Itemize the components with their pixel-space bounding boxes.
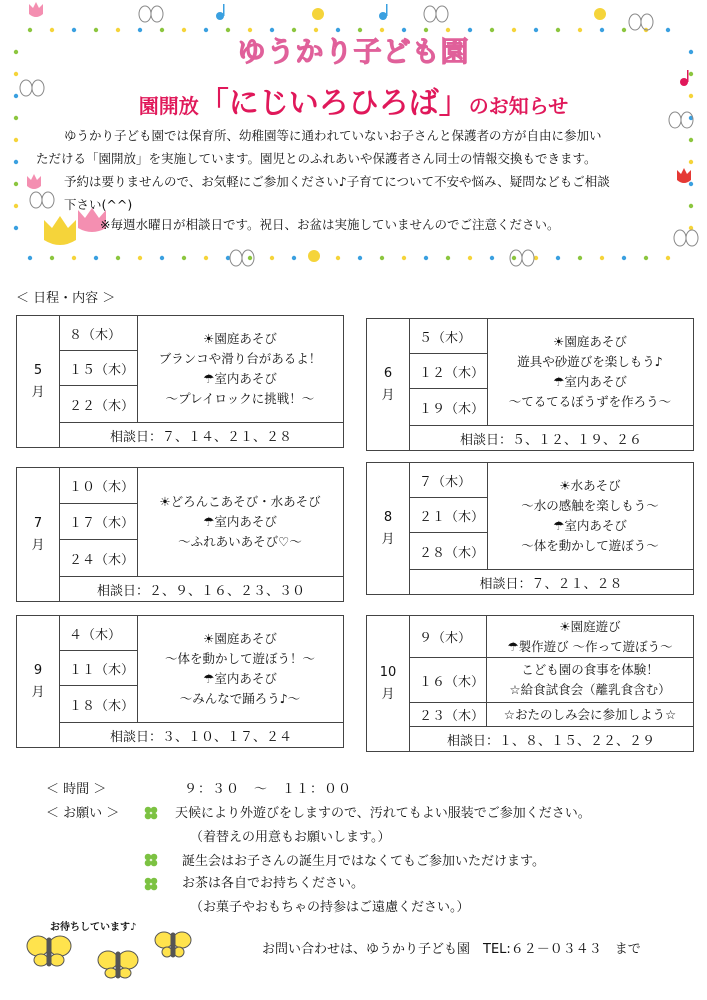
tulip-icon	[677, 168, 691, 183]
date-cell: ７（木）	[409, 463, 487, 498]
border-dot	[138, 256, 142, 260]
border-dot	[336, 256, 340, 260]
month-number	[380, 662, 397, 684]
border-dot	[468, 256, 472, 260]
border-dot	[94, 256, 98, 260]
schedule-row	[409, 616, 693, 658]
border-dot	[380, 256, 384, 260]
activity-content	[487, 319, 693, 425]
schedule-may	[16, 315, 344, 448]
schedule-label: ＜ 日程・内容 ＞	[16, 291, 116, 306]
tulip-icon	[29, 2, 43, 17]
activity-content	[137, 616, 343, 722]
activity-line: ☀園庭あそび	[203, 631, 277, 646]
border-dot	[116, 256, 120, 260]
tulip-icon	[44, 216, 76, 245]
border-dot	[446, 256, 450, 260]
border-dot	[182, 256, 186, 260]
month-digit: 1	[379, 664, 388, 680]
border-dot	[689, 182, 693, 186]
border-dot	[689, 72, 693, 76]
border-dot	[512, 256, 516, 260]
request-item: （お菓子やおもちゃの持参はご遠慮ください。）	[190, 900, 470, 915]
headline-open-bracket: 「	[198, 86, 229, 121]
consultation-note: ※毎週水曜日が相談日です。祝日、お盆は実施していませんのでご注意ください。	[100, 217, 560, 232]
month-number: 8	[383, 509, 393, 525]
month-label	[367, 319, 410, 450]
month-number: 6	[383, 365, 393, 381]
activity-line: ☀園庭あそび	[203, 331, 277, 346]
activity-line: ～体を動かして遊ぼう！～	[164, 651, 315, 666]
date-cell: ４（木）	[59, 616, 137, 651]
schedule-september	[16, 615, 344, 748]
butterfly-icon	[98, 951, 138, 978]
time-value: ９：３０ ～ １１：００	[184, 782, 353, 797]
activity-line: ～ふれあいあそび♡～	[178, 534, 302, 549]
border-dot	[160, 256, 164, 260]
activity-line: ☆おたのしみ会に参加しよう☆	[503, 706, 677, 722]
intro-line: 予約は要りませんので、お気軽にご参加ください♪子育てについて不安や悩み、疑問などもご相談	[64, 174, 610, 189]
activity-line: ☆給食試食会（離乳食含む）	[509, 682, 671, 697]
request-item: お茶は各自でお持ちください。	[182, 876, 365, 891]
butterfly-icon	[27, 936, 71, 966]
schedule-row	[409, 658, 693, 703]
activity-content	[487, 463, 693, 569]
butterfly-illustration	[14, 930, 194, 990]
date-cell: ５（木）	[409, 319, 487, 354]
date-column	[409, 319, 488, 425]
border-dot	[689, 138, 693, 142]
activity-content	[137, 468, 343, 576]
consultation-days: 相談日：１、８、１５、２２、２９	[409, 726, 693, 751]
month-number: 7	[33, 515, 43, 531]
headline-close-bracket: 」	[438, 86, 469, 121]
border-dot	[622, 256, 626, 260]
october-rows	[409, 616, 693, 727]
headline-event-name: にじいろひろば	[228, 86, 439, 121]
date-column	[409, 463, 488, 569]
date-cell: １２（木）	[409, 354, 487, 389]
butterfly-icon	[155, 932, 191, 957]
schedule-july	[16, 467, 344, 602]
border-dot	[490, 256, 494, 260]
intro-text	[36, 124, 676, 216]
intro-line: ゆうかり子ども園では保育所、幼稚園等に通われていないお子さんと保護者の方が自由に参加い	[64, 128, 602, 143]
clover-icon	[144, 853, 158, 867]
activity-line: こども園の食事を体験！	[521, 662, 659, 677]
date-column	[59, 316, 138, 422]
request-item: 天候により外遊びをしますので、汚れてもよい服装でご参加ください。	[175, 806, 591, 821]
activity-content	[487, 703, 693, 726]
border-dot	[14, 160, 18, 164]
border-dot	[14, 138, 18, 142]
month-number: 9	[33, 662, 43, 678]
date-cell: １５（木）	[59, 351, 137, 386]
date-cell: ２３（木）	[409, 703, 487, 726]
border-dot	[292, 256, 296, 260]
activity-line: ～水の感触を楽しもう～	[521, 498, 659, 513]
intro-line: ただける「園開放」を実施しています。園児とのふれあいや保護者さん同士の情報交換もできます。	[36, 151, 597, 166]
time-label: ＜ 時間 ＞	[46, 782, 107, 797]
activity-content	[487, 658, 693, 702]
border-dot	[28, 256, 32, 260]
border-dot	[14, 204, 18, 208]
border-dot	[358, 256, 362, 260]
consultation-days: 相談日：７、２１、２８	[409, 569, 693, 594]
schedule-october	[366, 615, 694, 752]
request-item: 誕生会はお子さんの誕生月ではなくてもご参加いただけます。	[182, 854, 545, 869]
activity-line: ブランコや滑り台があるよ！	[158, 351, 322, 366]
date-column	[59, 468, 138, 576]
border-dot	[50, 256, 54, 260]
date-cell: １８（木）	[69, 698, 135, 714]
headline-suffix: のお知らせ	[468, 94, 569, 118]
border-dot	[424, 256, 428, 260]
contact-info: お問い合わせは、ゆうかり子ども園 TEL:６２－０３４３ まで	[262, 942, 641, 957]
activity-line: ☀園庭遊び	[559, 618, 621, 634]
date-cell: ２１（木）	[409, 498, 487, 533]
month-char: 月	[31, 684, 45, 700]
month-char: 月	[31, 537, 45, 553]
month-label	[367, 616, 410, 751]
border-dot	[248, 256, 252, 260]
waiting-message: お待ちしています♪	[50, 922, 137, 933]
schedule-row	[409, 703, 693, 727]
activity-line: 遊具や砂遊びを楽しもう♪	[517, 354, 663, 369]
activity-line: ☀水あそび	[559, 478, 621, 493]
kindergarten-name: ゆうかり子ども園	[237, 35, 470, 68]
activity-line: ☀園庭あそび	[553, 334, 627, 349]
border-dot	[644, 256, 648, 260]
consultation-days: 相談日：７、１４、２１、２８	[59, 422, 343, 447]
consultation-days: 相談日：２、９、１６、２３、３０	[59, 576, 343, 601]
activity-line: ☂製作遊び ～作って遊ぼう～	[507, 638, 673, 654]
month-label	[17, 468, 60, 601]
clover-icon	[144, 806, 158, 820]
request-item: （着替えの用意もお願いします。）	[190, 830, 391, 845]
border-dot	[600, 256, 604, 260]
intro-line: 下さい(^^)	[64, 197, 133, 212]
month-char: 月	[31, 384, 45, 400]
activity-line: ～体を動かして遊ぼう～	[521, 538, 659, 553]
border-dot	[204, 256, 208, 260]
date-cell: ２２（木）	[69, 398, 135, 414]
border-dot	[689, 204, 693, 208]
activity-line: ☀どろんこあそび・水あそび	[159, 494, 321, 509]
border-dot	[14, 226, 18, 230]
activity-line: ☂室内あそび	[203, 671, 277, 686]
activity-line: ☂室内あそび	[203, 371, 277, 386]
date-cell: ２８（木）	[419, 545, 485, 561]
date-cell: １１（木）	[59, 651, 137, 686]
requests-label: ＜ お願い ＞	[46, 806, 120, 821]
activity-line: ～プレイロックに挑戦！～	[165, 391, 315, 406]
month-label	[17, 616, 60, 747]
month-number: 5	[33, 362, 43, 378]
consultation-days: 相談日：５、１２、１９、２６	[409, 425, 693, 450]
date-cell: １６（木）	[409, 658, 487, 702]
month-label	[367, 463, 410, 594]
clover-icon	[144, 877, 158, 891]
date-cell: ９（木）	[409, 616, 487, 657]
date-cell: １９（木）	[419, 401, 485, 417]
border-dot	[556, 256, 560, 260]
border-dot	[270, 256, 274, 260]
date-column	[59, 616, 138, 722]
border-dot	[14, 182, 18, 186]
month-label	[17, 316, 60, 447]
border-dot	[689, 160, 693, 164]
border-dot	[578, 256, 582, 260]
consultation-days: 相談日：３、１０、１７、２４	[59, 722, 343, 747]
month-digit: 0	[388, 664, 397, 680]
border-dot	[666, 256, 670, 260]
border-dot	[402, 256, 406, 260]
schedule-august	[366, 462, 694, 595]
date-cell: １０（木）	[59, 468, 137, 504]
date-cell: １７（木）	[59, 504, 137, 540]
activity-line: ～みんなで踊ろう♪～	[179, 691, 301, 706]
border-dot	[72, 256, 76, 260]
activity-line: ☂室内あそび	[203, 514, 277, 529]
activity-line: ☂室内あそび	[553, 374, 627, 389]
border-dot	[14, 72, 18, 76]
month-char: 月	[381, 686, 395, 702]
date-cell: ２４（木）	[69, 552, 135, 568]
notice-headline	[0, 78, 707, 122]
schedule-june	[366, 318, 694, 451]
music-note-icon	[216, 4, 388, 20]
date-cell: ８（木）	[59, 316, 137, 351]
activity-line: ☂室内あそび	[553, 518, 627, 533]
month-char: 月	[381, 387, 395, 403]
headline-prefix: 園開放	[138, 94, 199, 118]
activity-line: ～てるてるぼうずを作ろう～	[508, 394, 672, 409]
activity-content	[137, 316, 343, 422]
activity-content	[487, 616, 693, 657]
month-char: 月	[381, 531, 395, 547]
